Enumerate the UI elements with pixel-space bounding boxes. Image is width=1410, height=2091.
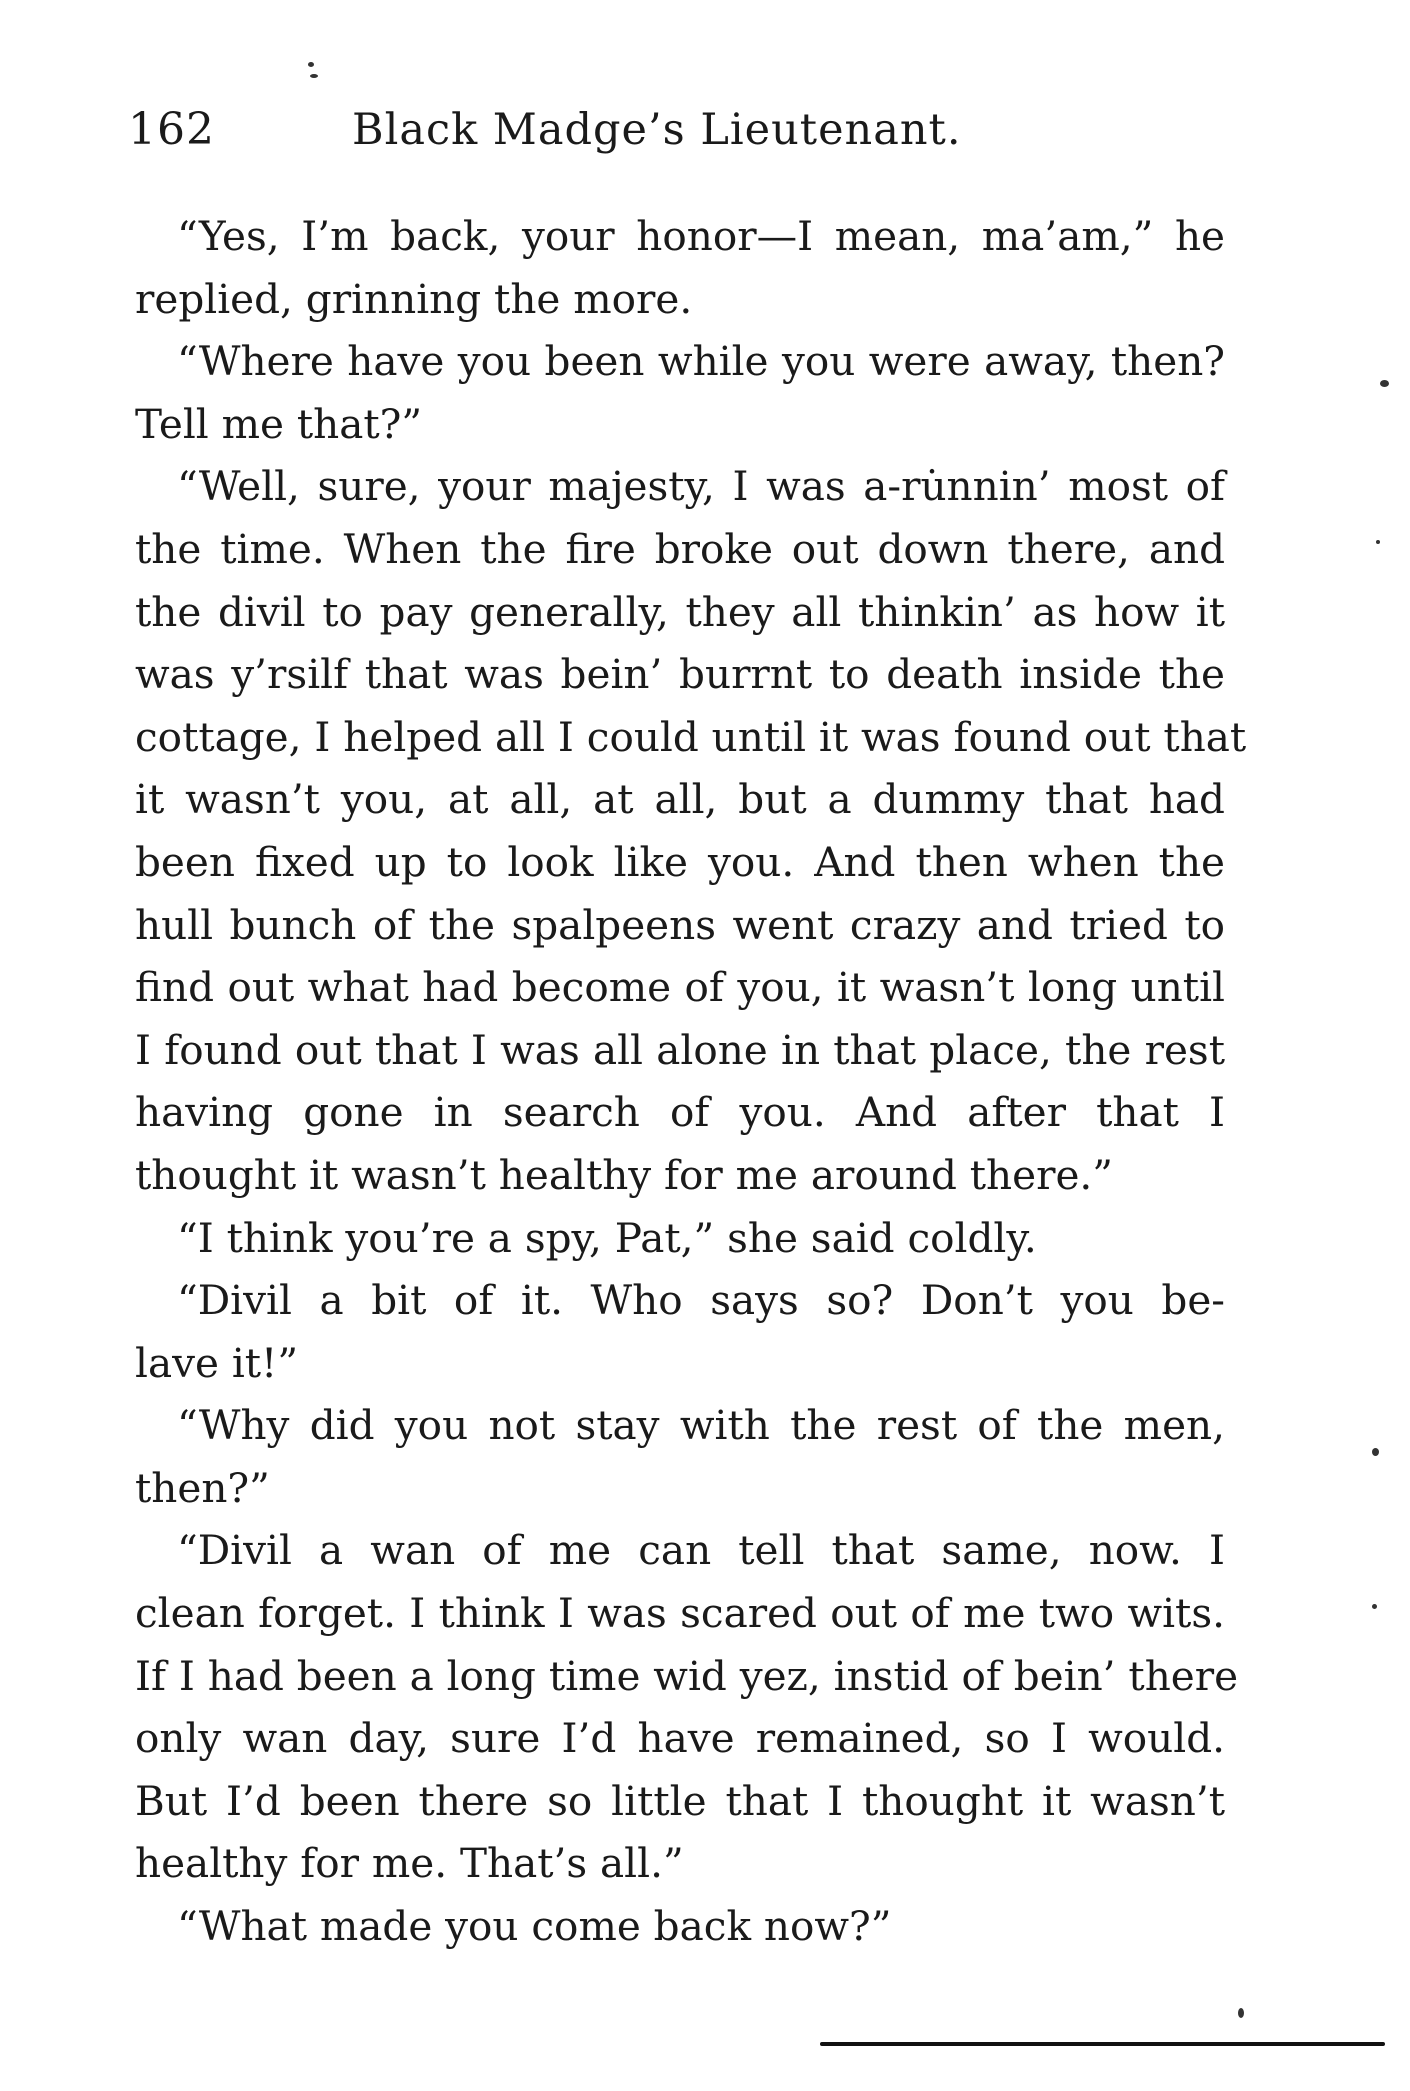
text-line: only wan day, sure I’d have remained, so I would.	[135, 1714, 1225, 1763]
text-line: then?”	[135, 1463, 270, 1512]
text-line: “Why did you not stay with the rest of the men,	[177, 1401, 1225, 1450]
ink-speck	[308, 62, 314, 67]
paragraph	[135, 330, 1225, 455]
text-line: “Where have you been while you were away, then?	[177, 337, 1225, 386]
text-line: healthy for me. That’s all.”	[135, 1839, 684, 1888]
ink-speck	[310, 74, 318, 78]
paragraph	[135, 1895, 1225, 1958]
text-line: “Divil a wan of me can tell that same, now. I	[177, 1526, 1225, 1575]
text-line: was y’rsilf that was bein’ burrnt to death inside the	[135, 650, 1225, 699]
ink-speck	[1372, 1604, 1377, 1609]
footer-rule	[820, 2042, 1385, 2046]
page-number: 162	[128, 104, 215, 155]
paragraph	[135, 1207, 1225, 1270]
body-text	[135, 205, 1247, 1958]
paragraph	[135, 1269, 1225, 1394]
text-line: lave it!”	[135, 1338, 299, 1387]
text-line: “Yes, I’m back, your honor—I mean, ma’am,” he	[177, 212, 1225, 260]
running-header	[128, 100, 1248, 170]
paragraph	[135, 205, 1225, 330]
text-line: “Divil a bit of it. Who says so? Don’t you be-	[177, 1276, 1225, 1325]
text-line: “Well, sure, your majesty, I was a-ru̇nnin’ most of	[177, 462, 1225, 511]
ink-speck	[1238, 2008, 1244, 2018]
text-line: If I had been a long time wid yez, instid of bein’ there	[135, 1651, 1239, 1700]
text-line: “I think you’re a spy, Pat,” she said coldly.	[177, 1213, 1037, 1262]
ink-speck	[1376, 540, 1380, 544]
text-line: clean forget. I think I was scared out of me two wits.	[135, 1589, 1225, 1638]
ink-speck	[1372, 1448, 1379, 1456]
paragraph	[135, 1519, 1239, 1895]
text-line: it wasn’t you, at all, at all, but a dummy that had	[135, 775, 1225, 824]
text-line: Tell me that?”	[135, 399, 423, 448]
running-title: Black Madge’s Lieutenant.	[352, 105, 962, 155]
text-line: replied, grinning the more.	[135, 274, 693, 323]
text-line: been fixed up to look like you. And then when the	[135, 837, 1225, 886]
text-line: the divil to pay generally, they all thinkin’ as how it	[135, 587, 1225, 636]
text-line: the time. When the fire broke out down there, and	[135, 524, 1225, 573]
text-line: cottage, I helped all I could until it was found out that	[135, 712, 1247, 761]
text-line: find out what had become of you, it wasn’t long until	[135, 963, 1225, 1012]
text-line: But I’d been there so little that I thought it wasn’t	[135, 1776, 1225, 1825]
text-line: hull bunch of the spalpeens went crazy and tried to	[135, 900, 1225, 949]
text-line: “What made you come back now?”	[177, 1902, 892, 1951]
text-line: having gone in search of you. And after that I	[135, 1088, 1225, 1137]
paragraph	[135, 455, 1247, 1206]
text-line: thought it wasn’t healthy for me around there.”	[135, 1150, 1113, 1199]
paragraph	[135, 1394, 1225, 1519]
ink-speck	[1380, 380, 1389, 387]
text-line: I found out that I was all alone in that place, the rest	[135, 1025, 1225, 1074]
